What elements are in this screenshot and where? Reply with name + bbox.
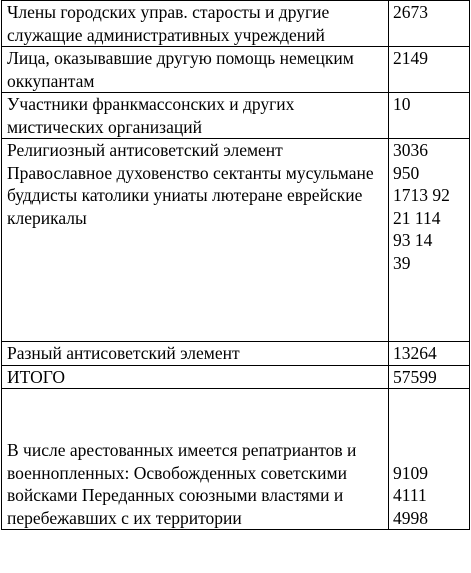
value-line: 4111 — [393, 485, 427, 505]
row-value — [389, 47, 470, 93]
row-label: Участники франкмассонских и других мистических организаций — [2, 93, 389, 139]
value-line: 3036 — [393, 140, 428, 160]
table-row — [2, 1, 470, 47]
value-line: 1713 92 — [393, 185, 450, 205]
table-row — [2, 389, 470, 530]
row-value — [389, 365, 470, 389]
value-line: 13264 — [393, 343, 437, 363]
value-line: 57599 — [393, 366, 437, 387]
value-line: 93 14 — [393, 230, 433, 250]
row-value — [389, 389, 470, 530]
value-line: 2673 — [393, 2, 428, 22]
row-value — [389, 1, 470, 47]
row-label: Разный антисоветский элемент — [2, 342, 389, 366]
row-value — [389, 139, 470, 342]
value-line: 4998 — [393, 507, 428, 528]
table-row — [2, 93, 470, 139]
row-label: Члены городских управ. старосты и другие служащие административных учреждений — [2, 1, 389, 47]
row-label: Лица, оказывавшие другую помощь немецким оккупантам — [2, 47, 389, 93]
row-value — [389, 93, 470, 139]
value-line: 2149 — [393, 48, 428, 68]
row-label: В числе арестованных имеется репатриантов и военнопленных: Освобожденных советскими войсками Переданных союзными властями и перебежавших с их территории — [2, 389, 389, 530]
value-line: 950 — [393, 162, 420, 183]
table-row — [2, 342, 470, 366]
value-line: 10 — [393, 94, 411, 114]
statistics-table — [1, 0, 470, 530]
value-line: 9109 — [393, 462, 428, 483]
row-value — [389, 342, 470, 366]
value-line: 39 — [393, 252, 411, 273]
table-row — [2, 47, 470, 93]
value-line: 21 114 — [393, 207, 441, 228]
table-row — [2, 365, 470, 389]
table-row — [2, 139, 470, 342]
row-label: ИТОГО — [2, 365, 389, 389]
row-label: Религиозный антисоветский элемент Православное духовенство сектанты мусульмане буддисты католики униаты лютеране еврейские клерикалы — [2, 139, 389, 342]
